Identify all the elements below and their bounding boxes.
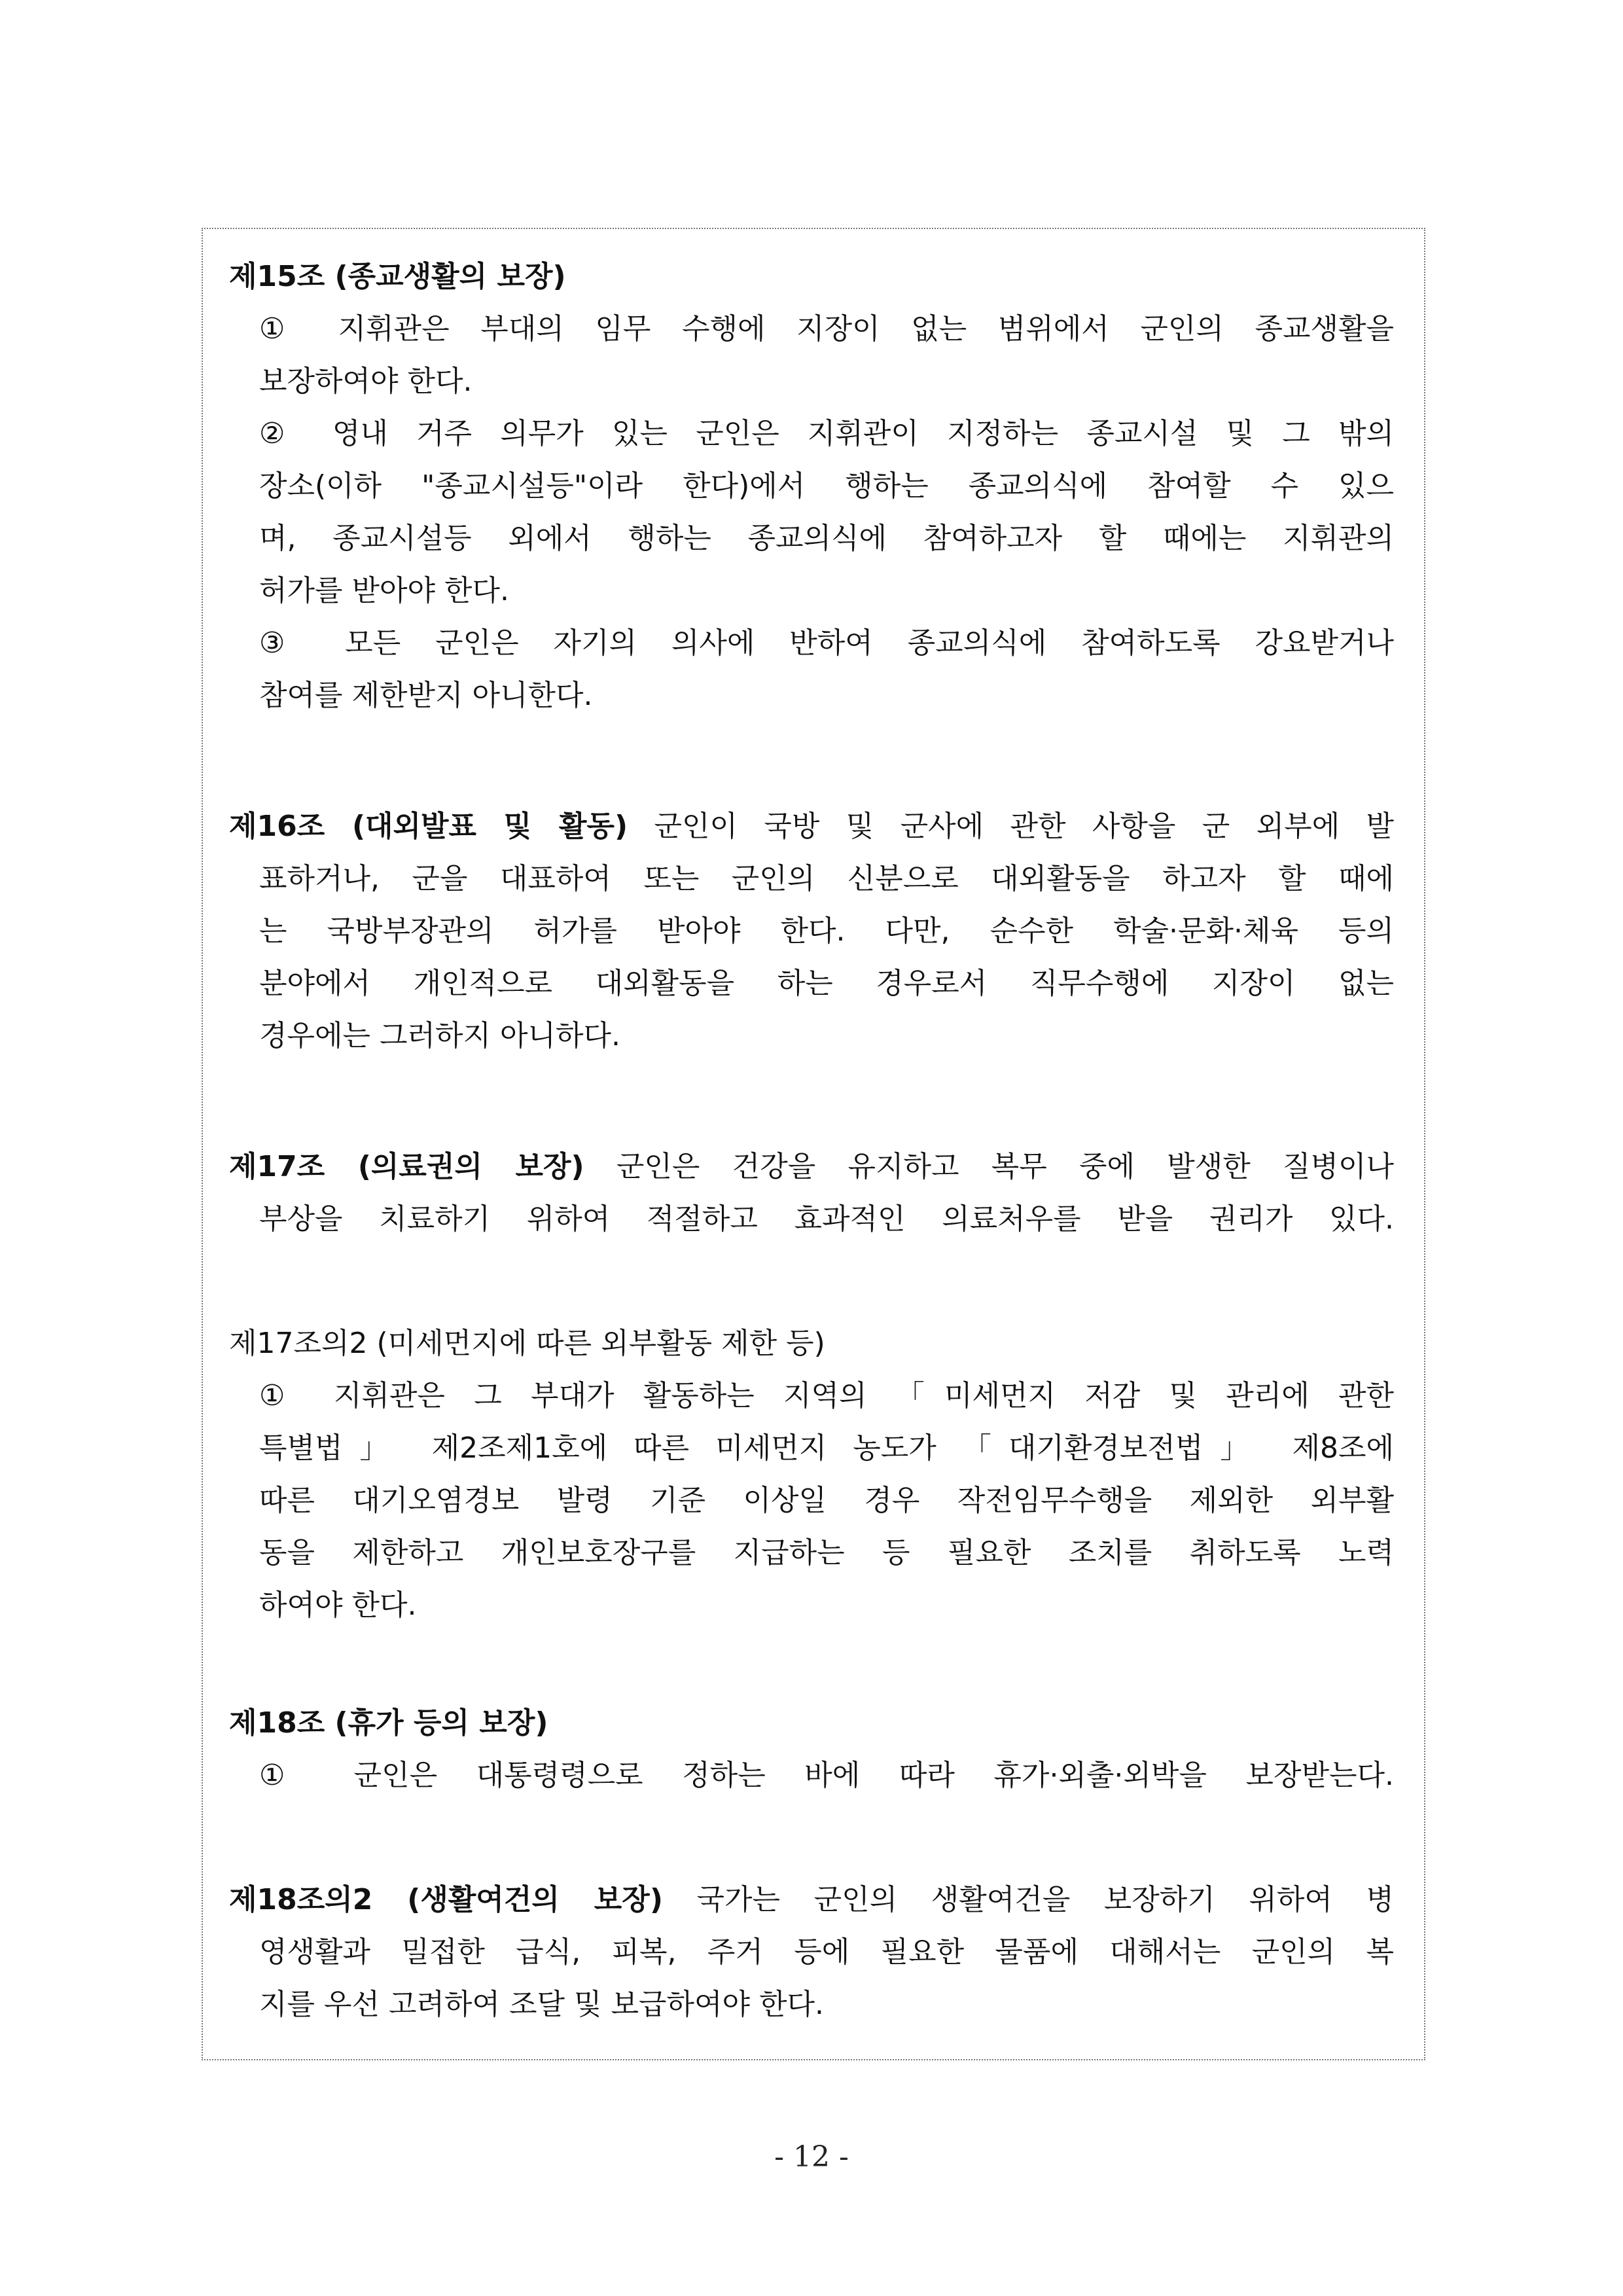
article-15-line: 보장하여야 한다. <box>259 365 473 398</box>
article-15-line: ① 지휘관은 부대의 임무 수행에 지장이 없는 범위에서 군인의 종교생활을 <box>259 312 1394 346</box>
article-16-text: 군인이 국방 및 군사에 관한 사항을 군 외부에 발 <box>654 810 1394 843</box>
article-17-heading: 제17조 (의료권의 보장) <box>229 1150 584 1183</box>
article-17-2-line: 특별법」 제2조제1호에 따른 미세먼지 농도가 「대기환경보전법」 제8조에 <box>259 1431 1394 1465</box>
article-15-line: ② 영내 거주 의무가 있는 군인은 지휘관이 지정하는 종교시설 및 그 밖의 <box>259 417 1394 450</box>
article-16-first-line <box>229 804 1394 850</box>
article-18-2-line: 영생활과 밀접한 급식, 피복, 주거 등에 필요한 물품에 대해서는 군인의 복 <box>259 1935 1394 1969</box>
article-17-text: 군인은 건강을 유지하고 복무 중에 발생한 질병이나 <box>616 1150 1395 1183</box>
article-18-2-text: 국가는 군인의 생활여건을 보장하기 위하여 병 <box>696 1883 1394 1916</box>
article-16-line: 는 국방부장관의 허가를 받아야 한다. 다만, 순수한 학술·문화·체육 등의 <box>259 914 1394 948</box>
article-17-2-line: 동을 제한하고 개인보호장구를 지급하는 등 필요한 조치를 취하도록 노력 <box>259 1536 1394 1570</box>
article-15-line: 며, 종교시설등 외에서 행하는 종교의식에 참여하고자 할 때에는 지휘관의 <box>259 522 1394 555</box>
article-15-line: 허가를 받아야 한다. <box>259 574 509 607</box>
article-17-first-line <box>229 1144 1394 1190</box>
article-15-heading: 제15조 (종교생활의 보장) <box>229 260 566 293</box>
article-18-2-first-line <box>229 1877 1394 1923</box>
article-15-line: 참여를 제한받지 아니한다. <box>259 679 593 712</box>
article-15-line: ③ 모든 군인은 자기의 의사에 반하여 종교의식에 참여하도록 강요받거나 <box>259 626 1394 660</box>
article-18-line: ① 군인은 대통령령으로 정하는 바에 따라 휴가·외출·외박을 보장받는다. <box>259 1759 1394 1792</box>
article-17-2-line: ① 지휘관은 그 부대가 활동하는 지역의 「미세먼지 저감 및 관리에 관한 <box>259 1379 1394 1412</box>
article-16-line: 표하거나, 군을 대표하여 또는 군인의 신분으로 대외활동을 하고자 할 때에 <box>259 862 1394 895</box>
article-16-line: 분야에서 개인적으로 대외활동을 하는 경우로서 직무수행에 지장이 없는 <box>259 967 1394 1000</box>
article-15-line: 장소(이하 "종교시설등"이라 한다)에서 행하는 종교의식에 참여할 수 있으 <box>259 469 1394 503</box>
article-17-line: 부상을 치료하기 위하여 적절하고 효과적인 의료처우를 받을 권리가 있다. <box>259 1202 1394 1236</box>
article-18-heading: 제18조 (휴가 등의 보장) <box>229 1706 548 1740</box>
article-17-2-heading: 제17조의2 (미세먼지에 따른 외부활동 제한 등) <box>229 1327 825 1360</box>
article-16-heading: 제16조 (대외발표 및 활동) <box>229 810 628 843</box>
article-17-2-line: 따른 대기오염경보 발령 기준 이상일 경우 작전임무수행을 제외한 외부활 <box>259 1484 1394 1517</box>
article-16-line: 경우에는 그러하지 아니하다. <box>259 1019 621 1052</box>
article-17-2-line: 하여야 한다. <box>259 1588 417 1622</box>
law-text-box <box>202 228 1425 2060</box>
article-18-2-line: 지를 우선 고려하여 조달 및 보급하여야 한다. <box>259 1988 824 2021</box>
article-18-2-heading: 제18조의2 (생활여건의 보장) <box>229 1883 663 1916</box>
page-number: - 12 - <box>774 2140 849 2174</box>
